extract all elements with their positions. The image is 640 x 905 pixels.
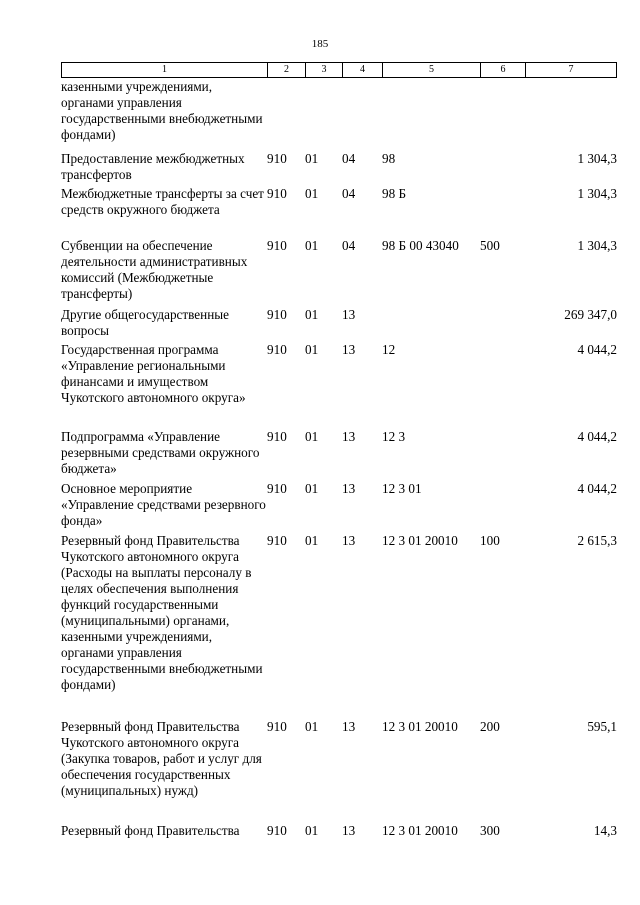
- table-row: [61, 79, 617, 151]
- row-code: 910: [267, 238, 287, 253]
- table-header: [61, 62, 617, 78]
- row-expense-type: 300: [480, 823, 500, 838]
- row-target: 12 3 01 20010: [382, 719, 458, 734]
- row-section: 01: [305, 307, 319, 322]
- row-subsection: 13: [342, 719, 356, 734]
- row-amount: 595,1: [587, 719, 617, 734]
- row-section: 01: [305, 151, 319, 166]
- table-row: [61, 186, 617, 238]
- table-row: [61, 307, 617, 342]
- row-code: 910: [267, 151, 287, 166]
- page-number: 185: [311, 38, 329, 50]
- row-code: 910: [267, 481, 287, 496]
- table-body: [61, 79, 617, 841]
- table-row: [61, 429, 617, 481]
- row-section: 01: [305, 342, 319, 357]
- row-description: Резервный фонд Правительства Чукотского автономного округа (Расходы на выплаты персоналу в целях обеспечения выполнения функций государственными (муниципальными) органами, казенными учреждениями, органами управления государственными внебюджетными фондами): [61, 533, 263, 692]
- row-description: Резервный фонд Правительства Чукотского автономного округа (Закупка товаров, работ и услуг для обеспечения государственных (муниципальных) нужд): [61, 719, 262, 798]
- row-section: 01: [305, 823, 319, 838]
- row-section: 01: [305, 186, 319, 201]
- row-target: 12 3 01 20010: [382, 823, 458, 838]
- header-cell-1: 1: [62, 63, 268, 77]
- row-amount: 269 347,0: [564, 307, 617, 322]
- row-subsection: 13: [342, 429, 356, 444]
- row-description: Другие общегосударственные вопросы: [61, 307, 229, 338]
- row-target: 98 Б 00 43040: [382, 238, 459, 253]
- row-section: 01: [305, 533, 319, 548]
- row-amount: 14,3: [593, 823, 617, 838]
- row-amount: 4 044,2: [577, 481, 617, 496]
- row-subsection: 04: [342, 186, 356, 201]
- table-row: [61, 481, 617, 533]
- row-amount: 1 304,3: [577, 186, 617, 201]
- table-row: [61, 342, 617, 429]
- row-target: 12: [382, 342, 396, 357]
- row-subsection: 13: [342, 342, 356, 357]
- row-description: Государственная программа «Управление региональными финансами и имуществом Чукотского автономного округа»: [61, 342, 246, 405]
- row-code: 910: [267, 342, 287, 357]
- row-expense-type: 200: [480, 719, 500, 734]
- row-description: Субвенции на обеспечение деятельности административных комиссий (Межбюджетные трансферты): [61, 238, 248, 301]
- row-subsection: 13: [342, 823, 356, 838]
- row-description: Подпрограмма «Управление резервными средствами окружного бюджета»: [61, 429, 260, 476]
- row-target: 98 Б: [382, 186, 407, 201]
- row-target: 12 3 01 20010: [382, 533, 458, 548]
- row-code: 910: [267, 307, 287, 322]
- row-description: Основное мероприятие «Управление средствами резервного фонда»: [61, 481, 266, 528]
- row-code: 910: [267, 429, 287, 444]
- table-row: [61, 533, 617, 719]
- row-code: 910: [267, 186, 287, 201]
- row-section: 01: [305, 719, 319, 734]
- row-description: Резервный фонд Правительства: [61, 823, 240, 838]
- row-amount: 4 044,2: [577, 429, 617, 444]
- header-cell-5: 5: [383, 63, 481, 77]
- row-code: 910: [267, 719, 287, 734]
- row-subsection: 04: [342, 151, 356, 166]
- row-amount: 2 615,3: [577, 533, 617, 548]
- header-cell-4: 4: [343, 63, 383, 77]
- row-description: казенными учреждениями, органами управления государственными внебюджетными фондами): [61, 79, 263, 142]
- row-code: 910: [267, 823, 287, 838]
- row-section: 01: [305, 481, 319, 496]
- row-subsection: 04: [342, 238, 356, 253]
- row-expense-type: 100: [480, 533, 500, 548]
- table-row: [61, 719, 617, 823]
- row-subsection: 13: [342, 481, 356, 496]
- row-code: 910: [267, 533, 287, 548]
- row-section: 01: [305, 429, 319, 444]
- header-cell-3: 3: [306, 63, 343, 77]
- row-target: 98: [382, 151, 396, 166]
- row-target: 12 3: [382, 429, 406, 444]
- row-amount: 1 304,3: [577, 238, 617, 253]
- row-subsection: 13: [342, 307, 356, 322]
- row-description: Предоставление межбюджетных трансфертов: [61, 151, 245, 182]
- header-cell-6: 6: [481, 63, 526, 77]
- table-row: [61, 823, 617, 841]
- header-cell-2: 2: [268, 63, 306, 77]
- row-expense-type: 500: [480, 238, 500, 253]
- table-row: [61, 238, 617, 307]
- row-target: 12 3 01: [382, 481, 422, 496]
- row-amount: 4 044,2: [577, 342, 617, 357]
- row-section: 01: [305, 238, 319, 253]
- row-amount: 1 304,3: [577, 151, 617, 166]
- row-subsection: 13: [342, 533, 356, 548]
- table-row: [61, 151, 617, 186]
- row-description: Межбюджетные трансферты за счет средств окружного бюджета: [61, 186, 264, 217]
- header-cell-7: 7: [568, 64, 574, 75]
